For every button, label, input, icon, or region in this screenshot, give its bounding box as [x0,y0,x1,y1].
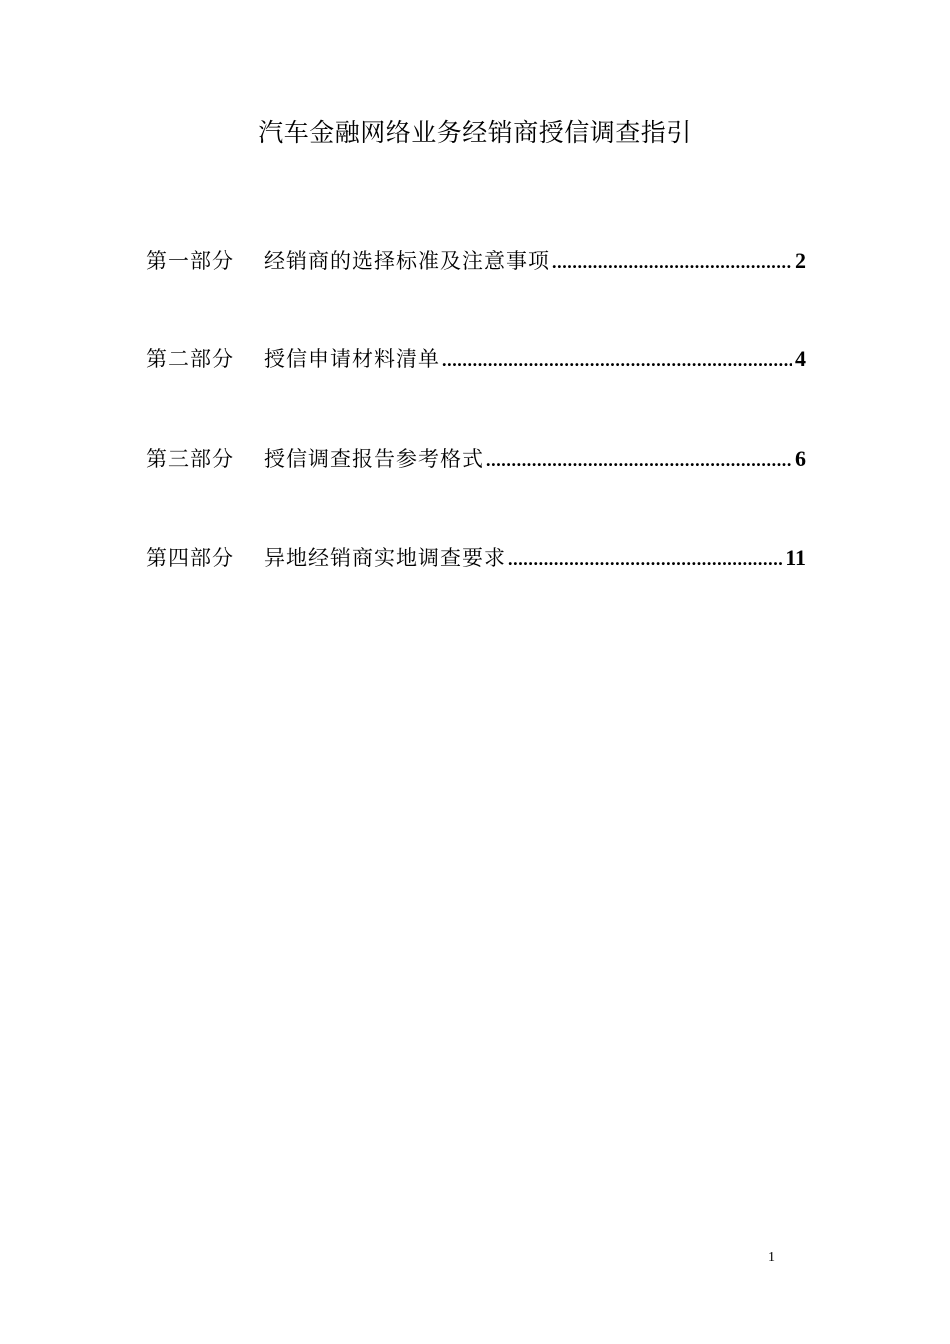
toc-entry-part-2[interactable] [146,342,806,376]
toc-part-label: 第四部分 [146,546,234,570]
toc-page-number: 4 [795,346,806,371]
toc-entry-part-4[interactable] [146,541,806,575]
toc-heading: 授信申请材料清单 [264,347,440,371]
toc-heading: 异地经销商实地调查要求 [264,546,506,570]
toc-page-number: 6 [795,446,806,471]
toc-part-label: 第三部分 [146,447,234,471]
toc-page-number: 2 [795,248,806,273]
toc-part-label: 第一部分 [146,249,234,273]
toc-heading: 授信调查报告参考格式 [264,447,484,471]
page-footer-number: 1 [768,1250,775,1265]
toc-dot-leader [486,443,792,477]
toc-dot-leader [552,245,792,279]
toc-dot-leader [508,542,782,576]
toc-heading: 经销商的选择标准及注意事项 [264,249,550,273]
toc-dot-leader [442,343,792,377]
toc-entry-part-1[interactable] [146,244,806,278]
toc-entry-part-3[interactable] [146,442,806,476]
toc-part-label: 第二部分 [146,347,234,371]
toc-page-number: 11 [785,545,806,570]
document-title: 汽车金融网络业务经销商授信调查指引 [258,118,692,147]
